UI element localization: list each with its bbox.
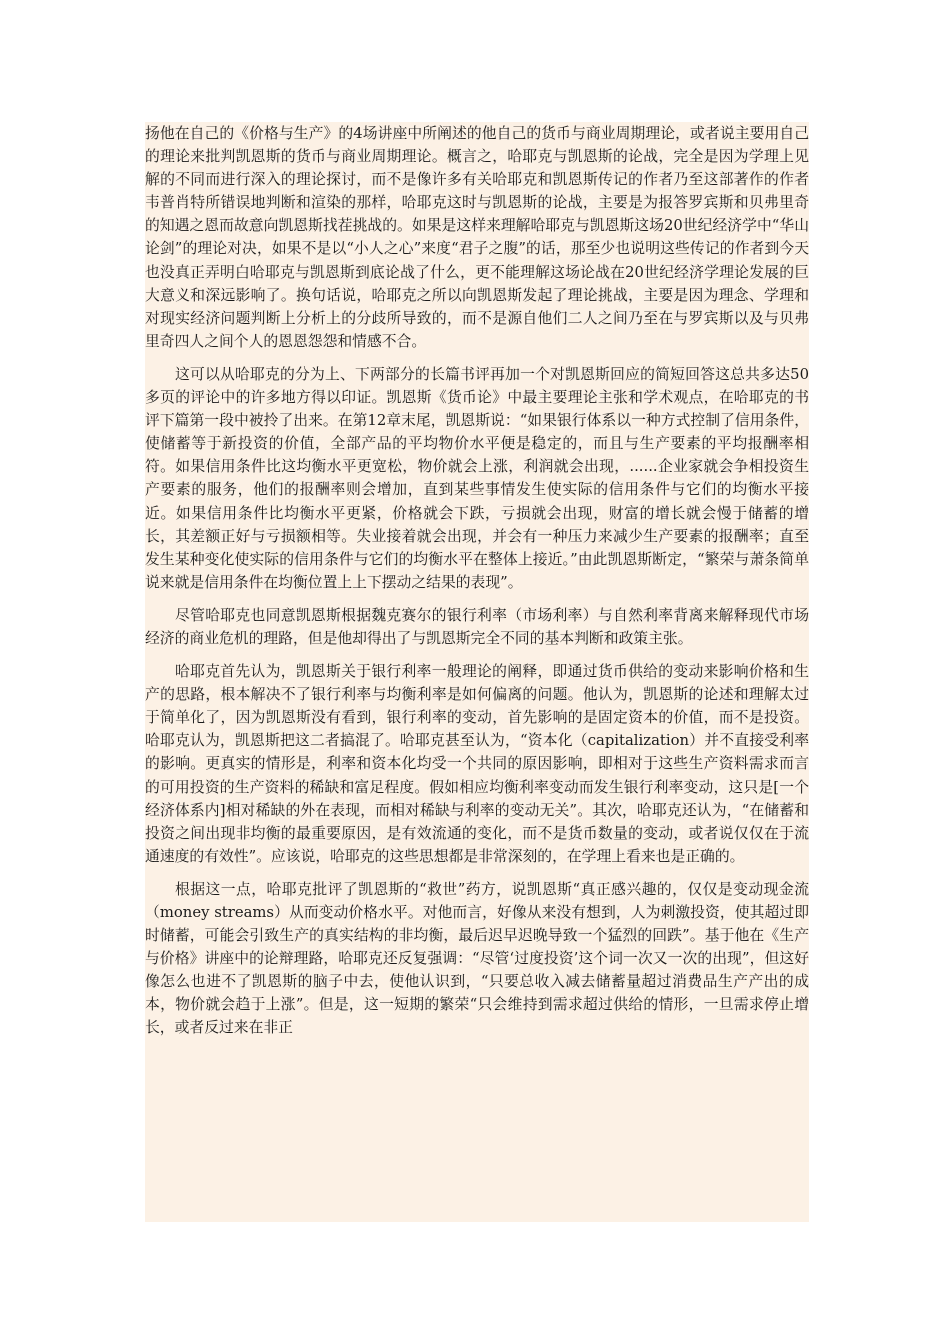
paragraph-5: 根据这一点，哈耶克批评了凯恩斯的“救世”药方，说凯恩斯“真正感兴趣的，仅仅是变动现金流（money streams）从而变动价格水平。对他而言，好像从来没有想到，人为刺激投资，使其超过即时储蓄，可能会引致生产的真实结构的非均衡，最后迟早迟晚导致一个猛烈的回跌”。基于他在《生产与价格》讲座中的论辩理路，哈耶克还反复强调：“尽管‘过度投资’这个词一次又一次的出现”，但这好像怎么也进不了凯恩斯的脑子中去，使他认识到，“只要总收入减去储蓄量超过消费品生产产出的成本，物价就会趋于上涨”。但是，这一短期的繁荣“只会维持到需求超过供给的情形，一旦需求停止增长，或者反过来在非正 [145,880,809,1037]
paragraph-1: 扬他在自己的《价格与生产》的4场讲座中所阐述的他自己的货币与商业周期理论，或者说主要用自己的理论来批判凯恩斯的货币与商业周期理论。概言之，哈耶克与凯恩斯的论战，完全是因为学理上见解的不同而进行深入的理论探讨，而不是像许多有关哈耶克和凯恩斯传记的作者乃至这部著作的作者韦普肖特所错误地判断和渲染的那样，哈耶克这时与凯恩斯的论战，主要是为报答罗宾斯和贝弗里奇的知遇之恩而故意向凯恩斯找茬挑战的。如果是这样来理解哈耶克与凯恩斯这场20世纪经济学中“华山论剑”的理论对决，如果不是以“小人之心”来度“君子之腹”的话，那至少也说明这些传记的作者到今天也没真正弄明白哈耶克与凯恩斯到底论战了什么，更不能理解这场论战在20世纪经济学理论发展的巨大意义和深远影响了。换句话说，哈耶克之所以向凯恩斯发起了理论挑战，主要是因为理念、学理和对现实经济问题判断上分析上的分歧所导致的，而不是源自他们二人之间乃至在与罗宾斯以及与贝弗里奇四人之间个人的恩恩怨怨和情感不合。 [145,125,809,350]
paragraph-2: 这可以从哈耶克的分为上、下两部分的长篇书评再加一个对凯恩斯回应的简短回答这总共多达50多页的评论中的许多地方得以印证。凯恩斯《货币论》中最主要理论主张和学术观点，在哈耶克的书评下篇第一段中被拎了出来。在第12章末尾，凯恩斯说：“如果银行体系以一种方式控制了信用条件，使储蓄等于新投资的价值，全部产品的平均物价水平便是稳定的，而且与生产要素的平均报酬率相符。如果信用条件比这均衡水平更宽松，物价就会上涨，利润就会出现，......企业家就会争相投资生产要素的服务，他们的报酬率则会增加，直到某些事情发生使实际的信用条件与它们的均衡水平接近。如果信用条件比均衡水平更紧，价格就会下跌，亏损就会出现，财富的增长就会慢于储蓄的增长，其差额正好与亏损额相等。失业接着就会出现，并会有一种压力来减少生产要素的报酬率；直至发生某种变化使实际的信用条件与它们的均衡水平在整体上接近。”由此凯恩斯断定，“繁荣与萧条简单说来就是信用条件在均衡位置上上下摆动之结果的表现”。 [145,365,809,591]
text-block [145,122,809,1222]
paragraph-4: 哈耶克首先认为，凯恩斯关于银行利率一般理论的阐释，即通过货币供给的变动来影响价格和生产的思路，根本解决不了银行利率与均衡利率是如何偏离的问题。他认为，凯恩斯的论述和理解太过于简单化了，因为凯恩斯没有看到，银行利率的变动，首先影响的是固定资本的价值，而不是投资。哈耶克认为，凯恩斯把这二者搞混了。哈耶克甚至认为，“资本化（capitalization）并不直接受利率的影响。更真实的情形是，利率和资本化均受一个共同的原因影响，即相对于这些生产资料需求而言的可用投资的生产资料的稀缺和富足程度。假如相应均衡利率变动而发生银行利率变动，这只是[一个经济体系内]相对稀缺的外在表现，而相对稀缺与利率的变动无关”。其次，哈耶克还认为，“在储蓄和投资之间出现非均衡的最重要原因，是有效流通的变化，而不是货币数量的变动，或者说仅仅在于流通速度的有效性”。应该说，哈耶克的这些思想都是非常深刻的，在学理上看来也是正确的。 [145,663,809,865]
paragraph-3: 尽管哈耶克也同意凯恩斯根据魏克赛尔的银行利率（市场利率）与自然利率背离来解释现代市场经济的商业危机的理路，但是他却得出了与凯恩斯完全不同的基本判断和政策主张。 [145,606,809,647]
